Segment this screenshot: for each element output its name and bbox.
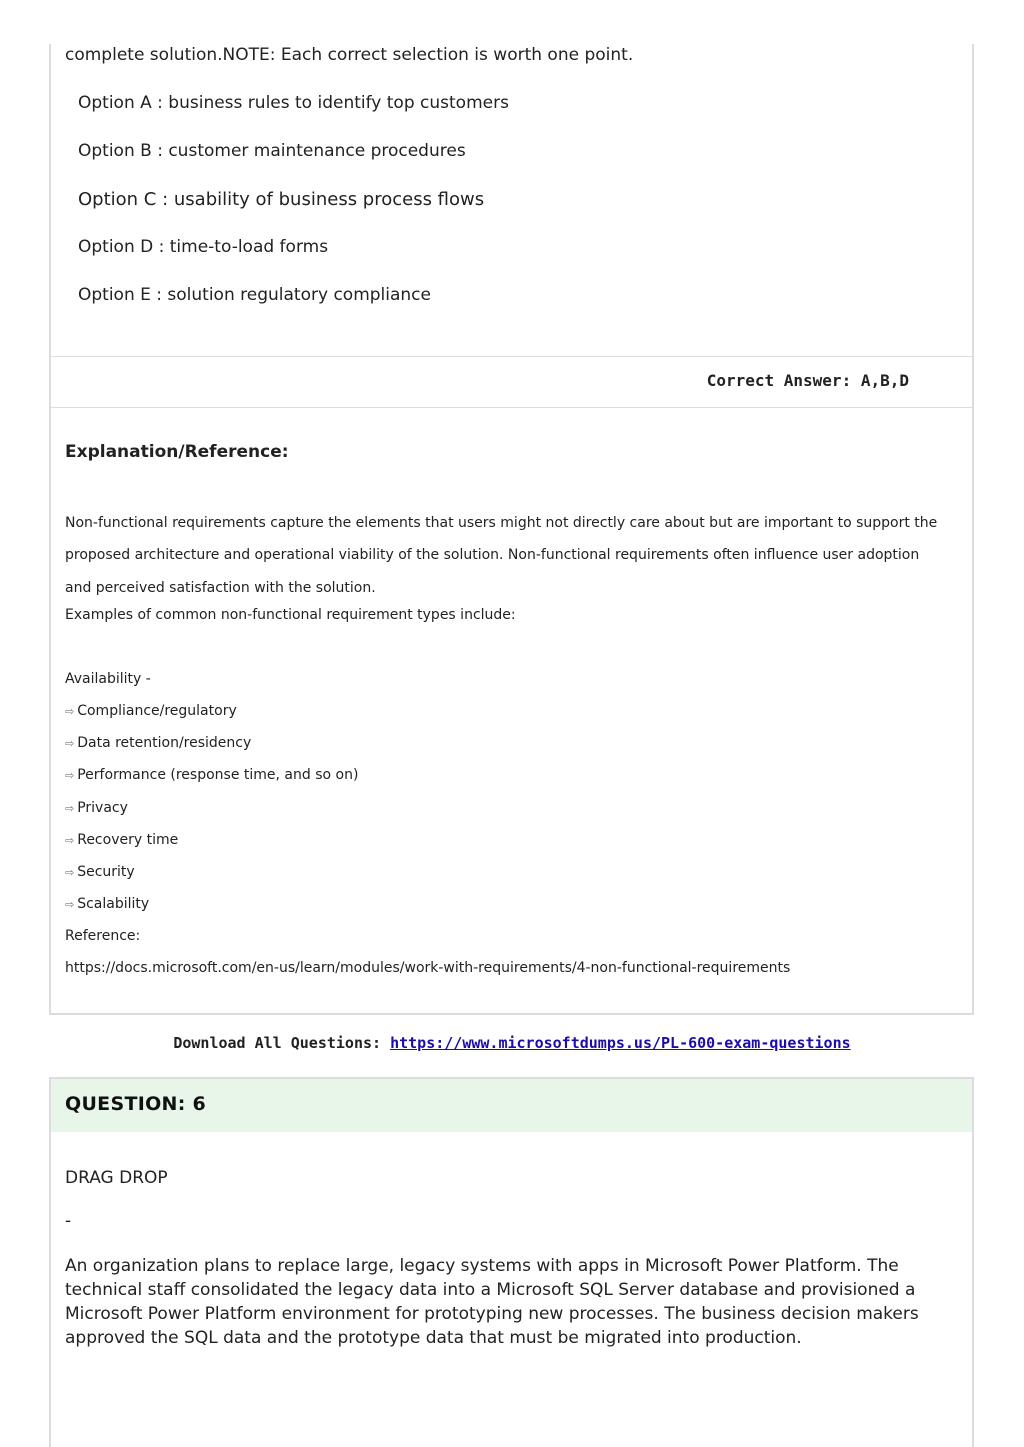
- arrow-icon: ⇨: [65, 769, 75, 782]
- arrow-icon: ⇨: [65, 834, 75, 847]
- download-label: Download All Questions:: [173, 1034, 382, 1052]
- question-paragraph: An organization plans to replace large, legacy systems with apps in Microsoft Power Platform. The technical staff consolidated the legacy data into a Microsoft SQL Server database and provisioned a Microsoft Power Platform environment for prototyping new processes. The business decision makers approved the SQL data and the prototype data that must be migrated into production.: [65, 1256, 919, 1348]
- list-item: ⇨ Scalability: [65, 896, 150, 912]
- explanation-title: Explanation/Reference:: [65, 442, 289, 462]
- arrow-icon: ⇨: [65, 866, 75, 879]
- option-a: Option A : business rules to identify top customers: [78, 93, 509, 113]
- arrow-icon: ⇨: [65, 802, 75, 815]
- question-dash: -: [65, 1211, 72, 1231]
- availability-label: Availability -: [65, 671, 151, 687]
- question-text-tail: complete solution.NOTE: Each correct selection is worth one point.: [65, 45, 634, 65]
- arrow-icon: ⇨: [65, 898, 75, 911]
- reference-label: Reference:: [65, 928, 141, 944]
- download-link[interactable]: https://www.microsoftdumps.us/PL-600-exam-questions: [390, 1034, 851, 1052]
- divider: [51, 407, 972, 408]
- arrow-icon: ⇨: [65, 705, 75, 718]
- correct-answer: Correct Answer: A,B,D: [706, 371, 909, 390]
- examples-intro: Examples of common non-functional requirement types include:: [65, 607, 516, 623]
- option-c: Option C : usability of business process flows: [78, 189, 485, 210]
- list-item: ⇨ Compliance/regulatory: [65, 703, 237, 719]
- question-title: QUESTION: 6: [65, 1093, 207, 1115]
- option-e: Option E : solution regulatory compliance: [78, 285, 431, 305]
- download-banner: [0, 1034, 1024, 1052]
- divider: [51, 356, 972, 357]
- reference-url: https://docs.microsoft.com/en-us/learn/modules/work-with-requirements/4-non-functional-requirements: [65, 960, 791, 976]
- list-item: ⇨ Data retention/residency: [65, 735, 252, 751]
- question-type: DRAG DROP: [65, 1168, 168, 1188]
- arrow-icon: ⇨: [65, 737, 75, 750]
- option-b: Option B : customer maintenance procedures: [78, 141, 466, 161]
- list-item: ⇨ Security: [65, 864, 135, 880]
- list-item: ⇨ Performance (response time, and so on): [65, 767, 359, 783]
- explanation-paragraph: Non-functional requirements capture the elements that users might not directly care about but are important to support the proposed architecture and operational viability of the solution. Non-functional requirements often influence user adoption and perceived satisfaction with the solution.: [65, 515, 938, 596]
- option-d: Option D : time-to-load forms: [78, 237, 329, 257]
- list-item: ⇨ Recovery time: [65, 832, 179, 848]
- list-item: ⇨ Privacy: [65, 800, 128, 816]
